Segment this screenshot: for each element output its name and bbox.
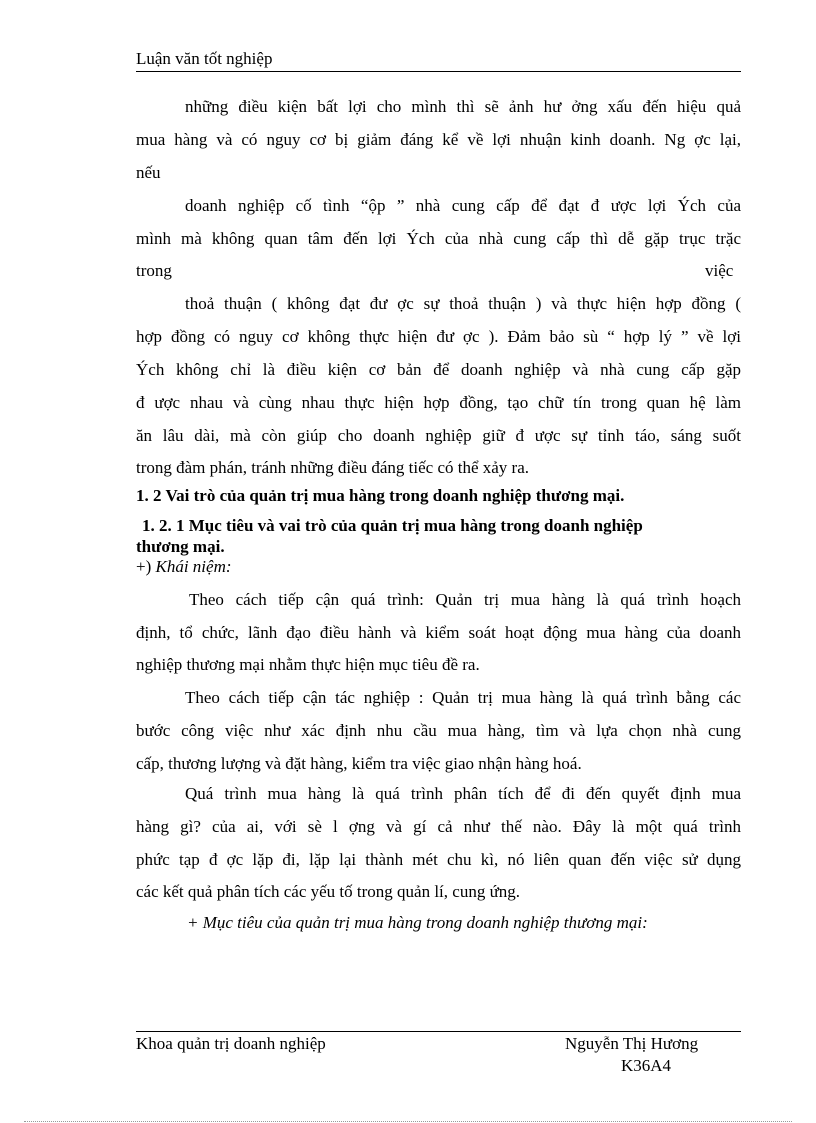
paragraph-line: ăn lâu dài, mà còn giúp cho doanh nghiệp giữ đ ược sự tỉnh táo, sáng suốt bbox=[136, 426, 741, 445]
paragraph-line: đ ược nhau và cùng nhau thực hiện hợp đồng, tạo chữ tín trong quan hệ làm bbox=[136, 393, 741, 412]
footer-department: Khoa quản trị doanh nghiệp bbox=[136, 1034, 326, 1053]
paragraph-line: hàng gì? của ai, với sè l ợng và gí cả như thế nào. Đây là một quá trình bbox=[136, 817, 741, 836]
concept-label bbox=[136, 557, 741, 577]
paragraph-line: Theo cách tiếp cận quá trình: Quản trị mua hàng là quá trình hoạch bbox=[189, 590, 741, 609]
paragraph-line: trong bbox=[136, 261, 172, 280]
paragraph-line: nếu bbox=[136, 163, 161, 182]
paragraph-line: doanh nghiệp cố tình “ộp ” nhà cung cấp để đạt đ ược lợi Ých của bbox=[185, 196, 741, 215]
subsection-heading: 1. 2. 1 Mục tiêu và vai trò của quản trị mua hàng trong doanh nghiệp bbox=[142, 516, 643, 535]
paragraph-line: hợp đồng có nguy cơ không thực hiện đư ợc ). Đảm bảo sù “ hợp lý ” về lợi bbox=[136, 327, 741, 346]
paragraph-line: những điều kiện bất lợi cho mình thì sẽ ảnh hư ởng xấu đến hiệu quả bbox=[185, 97, 741, 116]
footer-class: K36A4 bbox=[621, 1056, 672, 1075]
paragraph-line: bước công việc như xác định nhu cầu mua hàng, tìm và lựa chọn nhà cung bbox=[136, 721, 741, 740]
concept-label-text: Khái niệm: bbox=[155, 557, 232, 576]
paragraph-line: định, tổ chức, lãnh đạo điều hành và kiểm soát hoạt động mua hàng của doanh bbox=[136, 623, 741, 642]
footer-author: Nguyễn Thị Hương bbox=[565, 1034, 699, 1053]
paragraph-line: cấp, thương lượng và đặt hàng, kiểm tra việc giao nhận hàng hoá. bbox=[136, 754, 582, 773]
footer-rule bbox=[136, 1031, 741, 1032]
subsection-heading: thương mại. bbox=[136, 537, 225, 556]
header-rule bbox=[136, 71, 741, 72]
concept-label-prefix: +) bbox=[136, 557, 152, 576]
paragraph-line: phức tạp đ ợc lặp đi, lặp lại thành mét chu kì, nó liên quan đến việc sử dụng bbox=[136, 850, 741, 869]
paragraph-line: mua hàng và có nguy cơ bị giảm đáng kể về lợi nhuận kinh doanh. Ng ợc lại, bbox=[136, 130, 741, 149]
paragraph-line: việc bbox=[705, 261, 734, 280]
paragraph-line: mình mà không quan tâm đến lợi Ých của nhà cung cấp thì dễ gặp trục trặc bbox=[136, 229, 741, 248]
page-boundary bbox=[24, 1121, 792, 1122]
page-header-title: Luận văn tốt nghiệp bbox=[136, 49, 273, 68]
paragraph-line: thoả thuận ( không đạt đư ợc sự thoả thuận ) và thực hiện hợp đồng ( bbox=[185, 294, 741, 313]
paragraph-line: các kết quả phân tích các yếu tố trong quản lí, cung ứng. bbox=[136, 882, 521, 901]
objective-heading: + Mục tiêu của quản trị mua hàng trong doanh nghiệp thương mại: bbox=[187, 913, 648, 932]
section-heading: 1. 2 Vai trò của quản trị mua hàng trong doanh nghiệp thương mại. bbox=[136, 486, 625, 505]
paragraph-line: Quá trình mua hàng là quá trình phân tích để đi đến quyết định mua bbox=[185, 784, 741, 803]
paragraph-line: Theo cách tiếp cận tác nghiệp : Quản trị mua hàng là quá trình bằng các bbox=[185, 688, 741, 707]
paragraph-line: trong đàm phán, tránh những điều đáng tiếc có thể xảy ra. bbox=[136, 458, 530, 477]
paragraph-line: nghiệp thương mại nhằm thực hiện mục tiêu đề ra. bbox=[136, 655, 480, 674]
paragraph-line: Ých không chỉ là điều kiện cơ bản để doanh nghiệp và nhà cung cấp gặp bbox=[136, 360, 741, 379]
